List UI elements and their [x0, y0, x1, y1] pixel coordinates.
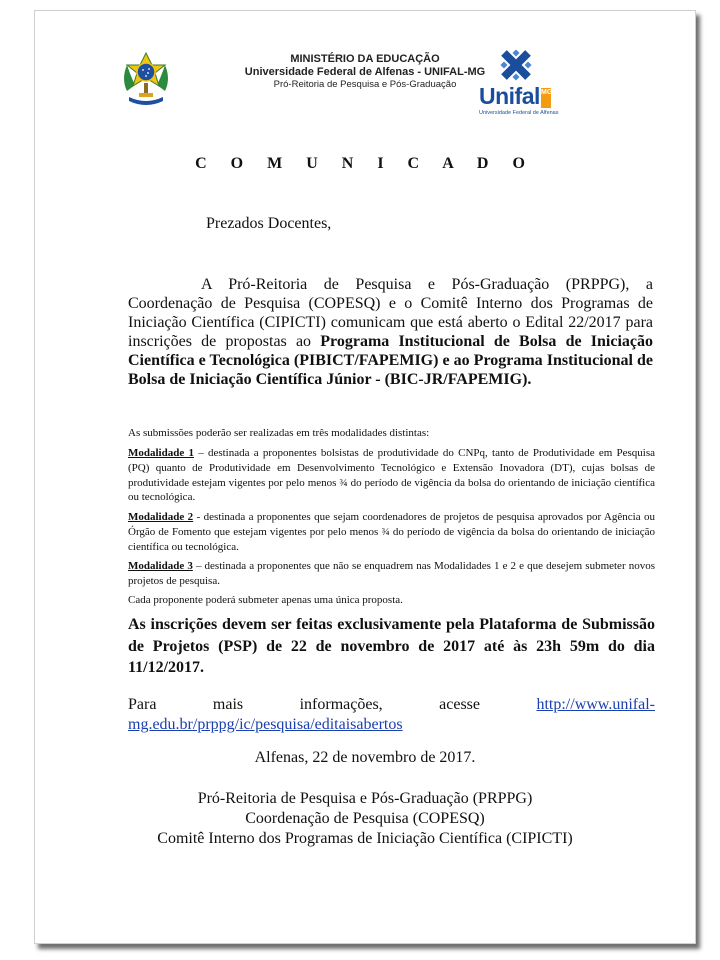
- unifal-logo-text: Unifal: [479, 83, 540, 109]
- more-info-word-1: Para: [128, 696, 157, 713]
- signature-line-2: Coordenação de Pesquisa (COPESQ): [245, 810, 485, 827]
- office-heading: Pró-Reitoria de Pesquisa e Pós-Graduação: [273, 79, 457, 90]
- signature-line-3: Comitê Interno dos Programas de Iniciação Científica (CIPICTI): [157, 830, 573, 847]
- unifal-cross-icon: [475, 45, 557, 85]
- document-page: [34, 10, 696, 944]
- registration-paragraph: As inscrições devem ser feitas exclusivamente pela Plataforma de Submissão de Projetos (PSP) de 22 de novembro de 2017 até às 23h 59m do dia 11/12/2017.: [128, 616, 655, 676]
- document-title: C O M U N I C A D O: [195, 155, 535, 172]
- modality-1-label: Modalidade 1: [128, 447, 194, 459]
- modality-1-text: – destinada a proponentes bolsistas de produtividade do CNPq, tanto de Produtividade em Pesquisa (PQ) quanto de Produtividade em Desenvolvimento Tecnológico e Extensão Inovadora (DT), cujas bolsas de produtividade estejam vigentes por pelo menos ¾ do período de vigência da bolsa do orientando de iniciação científica ou tecnológica.: [128, 447, 655, 504]
- modality-3-label: Modalidade 3: [128, 560, 193, 572]
- ministry-heading: MINISTÉRIO DA EDUCAÇÃO: [290, 53, 440, 65]
- more-info-word-3: informações,: [299, 696, 383, 713]
- intro-text: A Pró-Reitoria de Pesquisa e Pós-Graduação (PRPPG), a Coordenação de Pesquisa (COPESQ) e o Comitê Interno dos Programas de Iniciação Científica (CIPICTI) comunicam que está aberto o Edital 22/2017 para inscrições de propostas ao: [128, 276, 653, 350]
- intro-program-names: Programa Institucional de Bolsa de Iniciação Científica e Tecnológica (PIBICT/FAPEMIG) e ao Programa Institucional de Bolsa de Iniciação Científica Júnior - (BIC-JR/FAPEMIG).: [128, 333, 653, 388]
- modality-2-label: Modalidade 2: [128, 511, 194, 523]
- modality-3-text: – destinada a proponentes que não se enquadrem nas Modalidades 1 e 2 e que desejem submeter novos projetos de pesquisa.: [128, 560, 655, 587]
- info-link-part-1[interactable]: http://www.unifal-: [536, 696, 655, 713]
- unifal-logo: [475, 45, 557, 125]
- submissions-intro: As submissões poderão ser realizadas em três modalidades distintas:: [128, 427, 430, 439]
- more-info-word-4: acesse: [439, 696, 480, 713]
- more-info-line: [128, 696, 655, 714]
- more-info-word-2: mais: [212, 696, 244, 713]
- intro-paragraph: [128, 275, 653, 389]
- unifal-mg-badge: MG: [541, 88, 551, 108]
- info-link-part-2[interactable]: mg.edu.br/prppg/ic/pesquisa/editaisabertos: [128, 716, 403, 733]
- modality-2: [128, 510, 655, 554]
- modality-1: [128, 446, 655, 505]
- single-proposal-note: Cada proponente poderá submeter apenas uma única proposta.: [128, 594, 403, 606]
- signature-line-1: Pró-Reitoria de Pesquisa e Pós-Graduação (PRPPG): [197, 790, 533, 807]
- greeting: Prezados Docentes,: [206, 215, 332, 232]
- unifal-logo-subtitle: Universidade Federal de Alfenas: [479, 110, 559, 116]
- date-line: Alfenas, 22 de novembro de 2017.: [254, 749, 476, 766]
- modality-2-text: - destinada a proponentes que sejam coordenadores de projetos de pesquisa aprovados por Agência ou Órgão de Fomento que estejam vigentes por pelo menos ¾ do período de vigência da bolsa do orientando de iniciação científica ou tecnológica.: [128, 511, 655, 553]
- university-heading: Universidade Federal de Alfenas - UNIFAL-MG: [244, 66, 486, 78]
- modality-3: [128, 559, 655, 589]
